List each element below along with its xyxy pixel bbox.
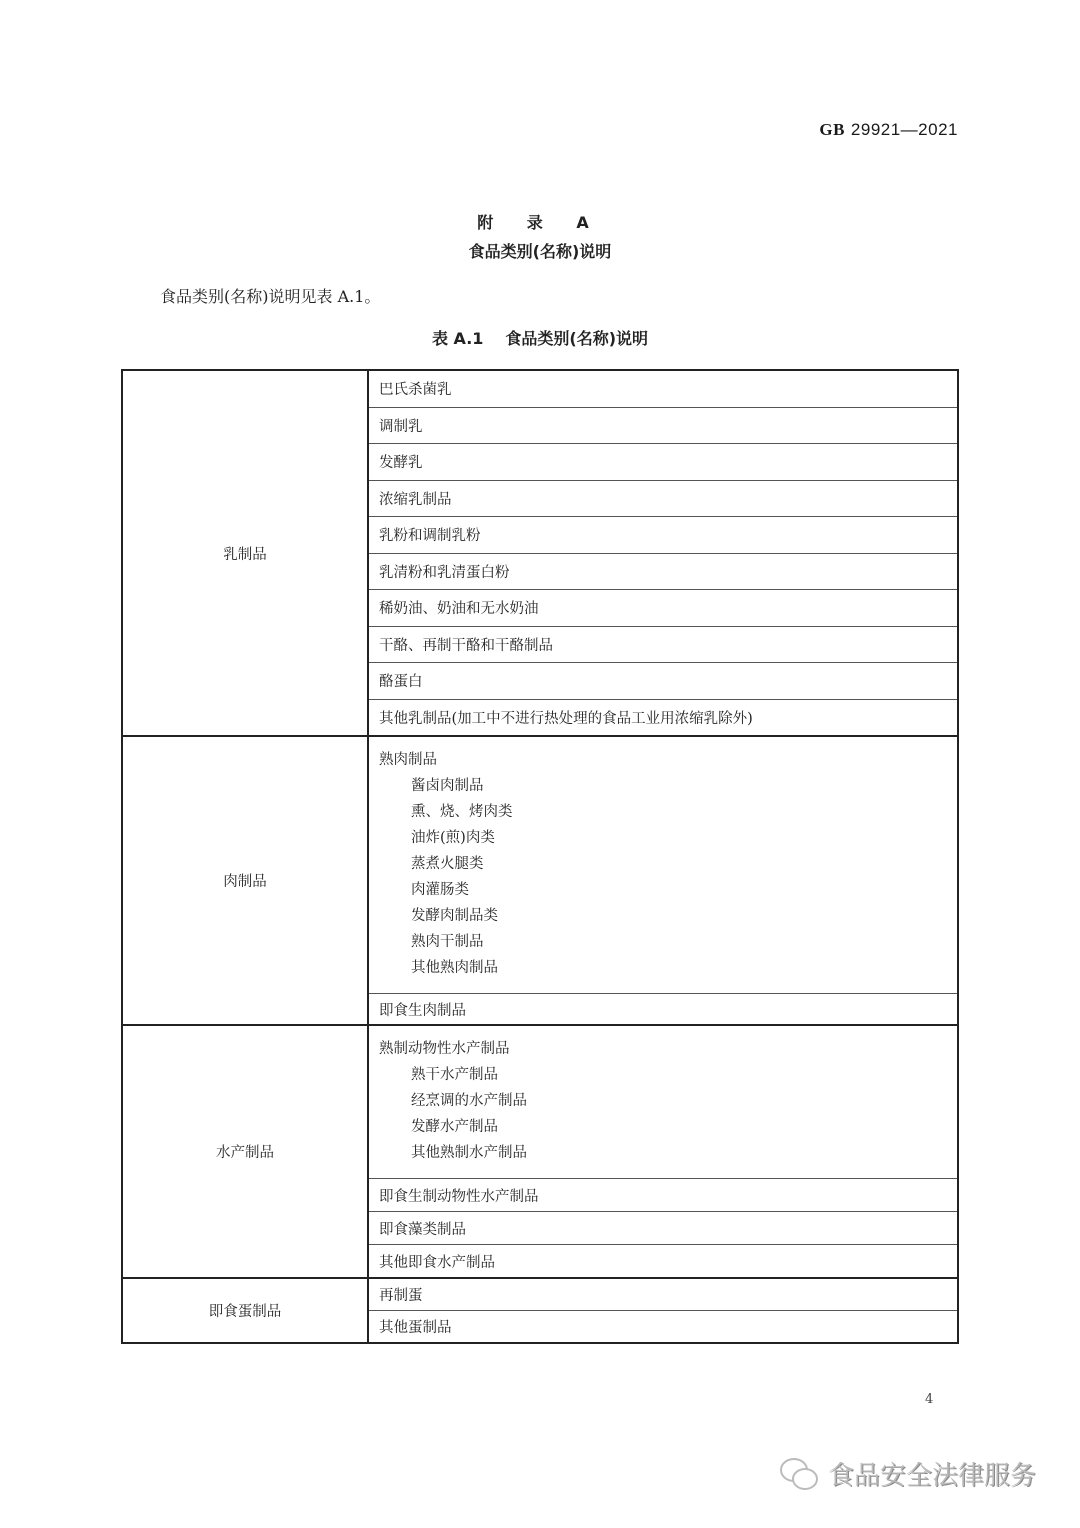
sub-item: 其他熟制水产制品	[411, 1145, 527, 1161]
table-title: 食品类别(名称)说明	[505, 329, 649, 348]
group-cell: 即食蛋制品	[122, 1278, 368, 1343]
item-cell: 即食生肉制品	[368, 994, 958, 1026]
table-row	[122, 370, 958, 407]
standard-code	[819, 120, 958, 140]
cooked-label: 熟肉制品	[379, 752, 437, 768]
item-cell: 其他蛋制品	[368, 1311, 958, 1344]
item-cell: 乳粉和调制乳粉	[368, 517, 958, 554]
sub-item: 油炸(煎)肉类	[411, 830, 495, 846]
sub-item: 经烹调的水产制品	[411, 1093, 527, 1109]
item-cell: 即食生制动物性水产制品	[368, 1179, 958, 1212]
item-cell: 酪蛋白	[368, 663, 958, 700]
table-caption	[0, 326, 1080, 349]
item-cell: 巴氏杀菌乳	[368, 370, 958, 407]
table-row	[122, 1278, 958, 1311]
standard-number: 29921—2021	[850, 120, 958, 139]
sub-item: 熏、烧、烤肉类	[411, 804, 513, 820]
cooked-label: 熟制动物性水产制品	[379, 1041, 510, 1057]
group-cell: 肉制品	[122, 736, 368, 1025]
sub-item: 发酵肉制品类	[411, 908, 498, 924]
item-cell: 发酵乳	[368, 444, 958, 481]
item-cell: 干酪、再制干酪和干酪制品	[368, 626, 958, 663]
item-cell: 浓缩乳制品	[368, 480, 958, 517]
group-cell: 水产制品	[122, 1025, 368, 1278]
item-cell: 其他即食水产制品	[368, 1245, 958, 1279]
item-cell: 乳清粉和乳清蛋白粉	[368, 553, 958, 590]
item-cell: 稀奶油、奶油和无水奶油	[368, 590, 958, 627]
intro-paragraph: 食品类别(名称)说明见表 A.1。	[160, 287, 381, 306]
item-cell: 其他乳制品(加工中不进行热处理的食品工业用浓缩乳除外)	[368, 699, 958, 736]
watermark-text: 食品安全法律服务	[828, 1461, 1037, 1491]
sub-item: 肉灌肠类	[411, 882, 469, 898]
item-cell: 再制蛋	[368, 1278, 958, 1311]
sub-item: 其他熟肉制品	[411, 960, 498, 976]
wechat-icon	[780, 1458, 820, 1490]
watermark	[780, 1455, 1036, 1492]
food-category-table	[121, 369, 959, 1344]
item-cell-multiline	[368, 736, 958, 994]
sub-item: 熟肉干制品	[411, 934, 484, 950]
sub-item: 发酵水产制品	[411, 1119, 498, 1135]
table-row	[122, 1025, 958, 1179]
sub-item: 酱卤肉制品	[411, 778, 484, 794]
sub-item: 蒸煮火腿类	[411, 856, 484, 872]
table-number: 表 A.1	[431, 329, 484, 348]
item-cell: 调制乳	[368, 407, 958, 444]
standard-prefix: GB	[819, 120, 845, 139]
sub-item: 熟干水产制品	[411, 1067, 498, 1083]
appendix-subtitle: 食品类别(名称)说明	[468, 242, 612, 261]
table-row	[122, 736, 958, 994]
page-number: 4	[925, 1392, 934, 1407]
item-cell-multiline	[368, 1025, 958, 1179]
appendix-title: 附 录 A	[477, 213, 603, 232]
group-cell: 乳制品	[122, 370, 368, 736]
item-cell: 即食藻类制品	[368, 1212, 958, 1245]
